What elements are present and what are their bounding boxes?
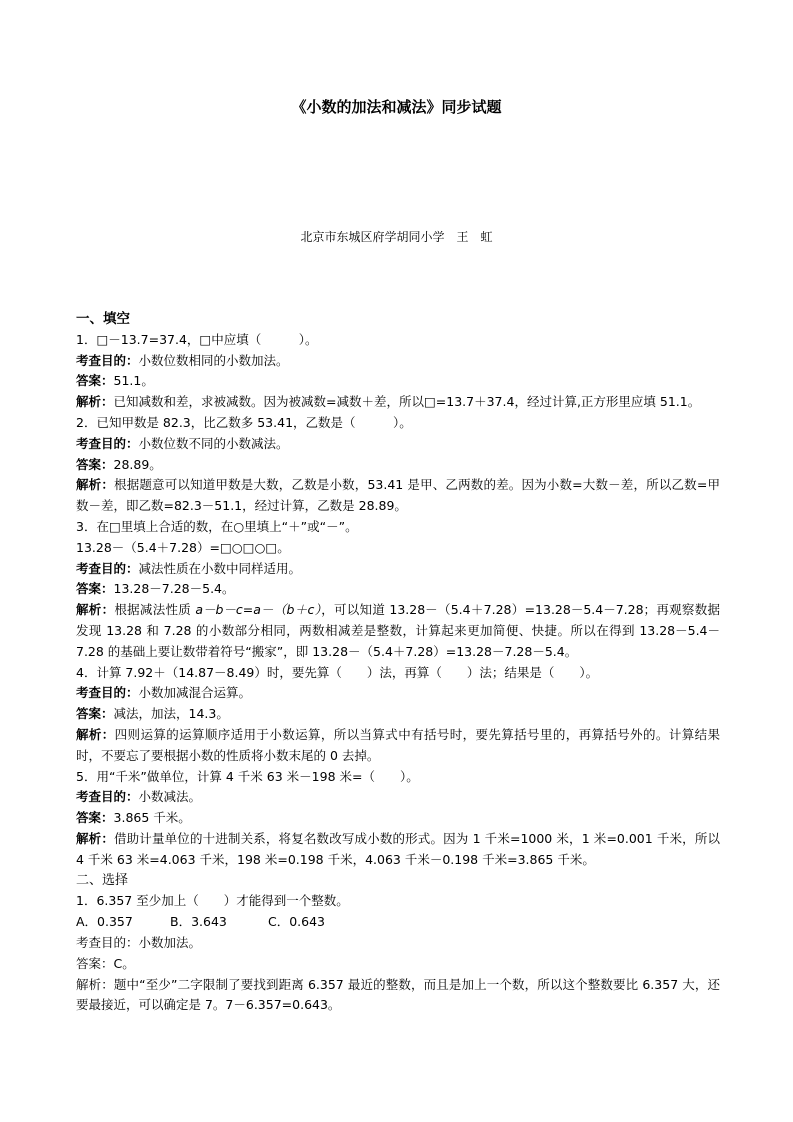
- answer-line: [76, 371, 720, 392]
- question-block: [76, 663, 720, 767]
- answer-label: 答案：: [76, 706, 114, 722]
- question-text: 2．已知甲数是 82.3，比乙数多 53.41，乙数是（ ）。: [76, 414, 412, 430]
- subtraction-property-formula: a－b－c=a－（b＋c）: [195, 602, 322, 618]
- option-c: C．0.643: [268, 914, 326, 930]
- question-block: [76, 767, 720, 871]
- section-heading-choice: 二、选择: [76, 872, 129, 888]
- analysis-label: 解析：: [76, 726, 115, 742]
- purpose-line: [76, 683, 720, 704]
- question-block: [76, 517, 720, 663]
- purpose-text: 减法性质在小数中同样适用。: [138, 560, 302, 576]
- question-text: 5．用“千米”做单位，计算 4 千米 63 米－198 米=（ ）。: [76, 768, 419, 784]
- answer-label: 答案：: [76, 373, 114, 389]
- purpose-line: [76, 351, 720, 372]
- analysis-line: [76, 475, 720, 517]
- section-heading-fill: 一、填空: [76, 311, 130, 327]
- question-text: 1．□－13.7=37.4，□中应填（ ）。: [76, 331, 318, 347]
- purpose-label: 考查目的：: [76, 352, 139, 368]
- purpose-label: 考查目的：: [76, 435, 139, 451]
- question-text: 1．6.357 至少加上（ ）才能得到一个整数。: [76, 893, 349, 909]
- answer-line: [76, 455, 720, 476]
- purpose-line: [76, 559, 720, 580]
- purpose-label: 考查目的：: [76, 685, 139, 701]
- purpose-text: 小数加减混合运算。: [138, 685, 252, 701]
- analysis-line: 解析：题中“至少”二字限制了要找到距离 6.357 最近的整数，而且是加上一个数，所以这个整数要比 6.357 大，还要最接近，可以确定是 7。7－6.357=0.643。: [76, 976, 720, 1013]
- analysis-label: 解析：: [76, 830, 114, 846]
- answer-line: [76, 579, 720, 600]
- answer-text: 减法，加法，14.3。: [113, 706, 229, 722]
- purpose-line: 考查目的：小数加法。: [76, 934, 202, 950]
- answer-text: 3.865 千米。: [113, 810, 191, 826]
- author-line: 北京市东城区府学胡同小学 王 虹: [300, 230, 493, 244]
- purpose-label: 考查目的：: [76, 560, 139, 576]
- option-b: B．3.643: [170, 914, 227, 930]
- question-block: [76, 891, 720, 1016]
- analysis-label: 解析：: [76, 477, 115, 493]
- answer-label: 答案：: [76, 810, 114, 826]
- question-block: [76, 330, 720, 413]
- answer-text: 28.89。: [113, 456, 162, 472]
- answer-line: 答案：C。: [76, 955, 135, 971]
- analysis-line: [76, 600, 720, 662]
- purpose-line: [76, 434, 720, 455]
- purpose-text: 小数位数不同的小数减法。: [138, 435, 289, 451]
- analysis-text: 根据题意可以知道甲数是大数，乙数是小数，53.41 是甲、乙两数的差。因为小数=大数－差，所以乙数=甲数－差，即乙数=82.3－51.1，经过计算，乙数是 28.89。: [76, 477, 720, 514]
- answer-label: 答案：: [76, 456, 114, 472]
- purpose-text: 小数位数相同的小数加法。: [138, 352, 289, 368]
- analysis-line: [76, 392, 720, 413]
- answer-text: 51.1。: [113, 373, 154, 389]
- analysis-text-start: 根据减法性质: [114, 602, 196, 618]
- answer-label: 答案：: [76, 581, 114, 597]
- analysis-line: [76, 829, 720, 871]
- analysis-text: 四则运算的运算顺序适用于小数运算，所以当算式中有括号时，要先算括号里的，再算括号外的。计算结果时，不要忘了要根据小数的性质将小数末尾的 0 去掉。: [76, 726, 720, 763]
- question-text: 3．在□里填上合适的数，在○里填上“＋”或“－”。: [76, 518, 358, 534]
- analysis-text-rest: ，可以知道 13.28－（5.4＋7.28）=13.28－5.4－7.28；再观察数据发现 13.28 和 7.28 的小数部分相同，两数相减差是整数，计算起来更加简便、快捷。所以在得到 13.28－5.4－7.28 的基础上要让数带着符号“搬家”，即 13.28－（5.4＋7.28）=13.28－7.28－5.4。: [76, 602, 720, 659]
- question-text: 4．计算 7.92＋（14.87－8.49）时，要先算（ ）法，再算（ ）法；结果是（ ）。: [76, 664, 599, 680]
- analysis-text: 已知减数和差，求被减数。因为被减数=减数＋差，所以□=13.7＋37.4，经过计算,正方形里应填 51.1。: [113, 394, 701, 410]
- purpose-line: [76, 787, 720, 808]
- document-title: 《小数的加法和减法》同步试题: [291, 98, 502, 116]
- option-a: A．0.357: [76, 914, 133, 930]
- answer-line: [76, 704, 720, 725]
- analysis-label: 解析：: [76, 394, 114, 410]
- purpose-text: 小数减法。: [138, 789, 202, 805]
- answer-text: 13.28－7.28－5.4。: [113, 581, 235, 597]
- question-expression: 13.28－（5.4＋7.28）=□○□○□。: [76, 539, 290, 555]
- analysis-text: 借助计量单位的十进制关系，将复名数改写成小数的形式。因为 1 千米=1000 米，1 米=0.001 千米，所以 4 千米 63 米=4.063 千米，198 米=0.198 千米，4.063 千米－0.198 千米=3.865 千米。: [76, 830, 720, 867]
- purpose-label: 考查目的：: [76, 789, 139, 805]
- analysis-line: [76, 725, 720, 767]
- options-row: [76, 912, 720, 933]
- analysis-label: 解析：: [76, 602, 115, 618]
- question-block: [76, 413, 720, 517]
- answer-line: [76, 808, 720, 829]
- document-body: [76, 309, 720, 1016]
